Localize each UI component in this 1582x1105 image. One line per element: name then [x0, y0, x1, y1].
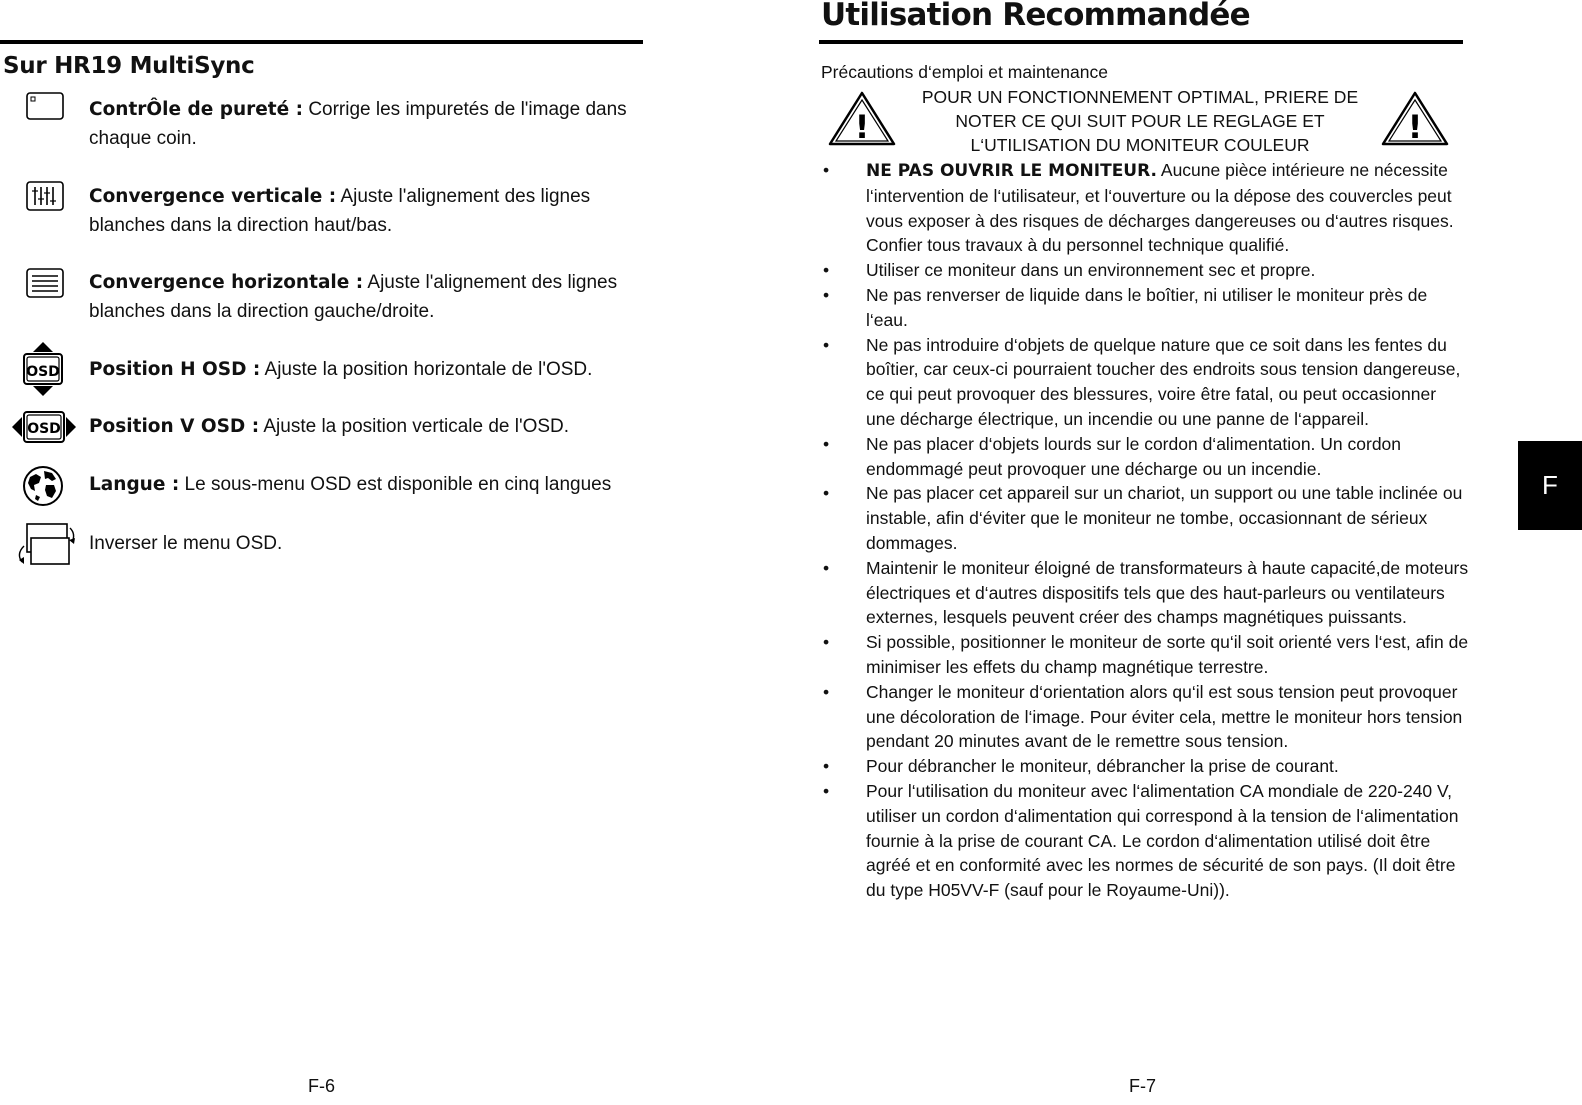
page-number-left: F-6 [308, 1076, 335, 1096]
bullet-text: Pour débrancher le moniteur, débrancher la prise de courant. [866, 756, 1339, 777]
page-title: Utilisation Recommandée [821, 0, 1250, 33]
precautions-list [820, 158, 1470, 903]
list-item [820, 630, 1470, 680]
language-item [89, 470, 649, 499]
item-label: Position H OSD : [89, 359, 261, 380]
left-header-rule [0, 40, 643, 44]
warning-glyph: ! [854, 108, 870, 146]
osd-glyph: OSD [27, 421, 61, 437]
language-tab: F [1518, 441, 1582, 530]
item-label: Convergence horizontale : [89, 272, 364, 293]
item-label: ContrÔle de pureté : [89, 99, 304, 120]
item-text: Le sous-menu OSD est disponible en cinq langues [184, 474, 612, 495]
warning-line: POUR UN FONCTIONNEMENT OPTIMAL, PRIERE DE [921, 87, 1359, 107]
list-item [820, 333, 1470, 432]
warning-glyph: ! [1407, 108, 1423, 146]
item-label: Position V OSD : [89, 416, 260, 437]
horizontal-convergence-icon [26, 268, 64, 298]
bullet-text: Pour l‘utilisation du moniteur avec l‘alimentation CA mondiale de 220-240 V, utiliser un cordon d‘alimentation qui correspond à la tension de l‘alimentation fournie à la prise de courant CA. Le cordon d‘alimentation utilisé doit être agréé et en conformité avec les normes de sécurité de son pays. (Il doit être du type H05VV-F (sauf pour le Royaume-Uni)). [866, 780, 1459, 901]
list-item [820, 779, 1470, 903]
list-item [820, 258, 1470, 283]
bullet-bold: NE PAS OUVRIR LE MONITEUR. [866, 161, 1157, 181]
item-text: Inverser le menu OSD. [89, 533, 283, 554]
purity-control-item [89, 95, 649, 153]
vertical-convergence-icon [26, 181, 64, 211]
osd-h-position-icon [21, 340, 65, 398]
osd-h-position-item [89, 355, 649, 384]
item-label: Langue : [89, 474, 180, 495]
warning-line: NOTER CE QUI SUIT POUR LE REGLAGE ET [955, 111, 1325, 131]
item-text: Ajuste la position horizontale de l'OSD. [264, 359, 593, 380]
osd-rotate-item [89, 529, 649, 558]
page-number-right: F-7 [1129, 1076, 1156, 1096]
warning-line: L‘UTILISATION DU MONITEUR COULEUR [970, 135, 1310, 155]
horizontal-convergence-item [89, 268, 649, 326]
purity-control-icon [26, 92, 64, 120]
osd-v-position-item [89, 412, 649, 441]
osd-v-position-icon [10, 410, 78, 444]
language-globe-icon [22, 465, 64, 507]
warning-notice [900, 85, 1380, 157]
item-text: Ajuste la position verticale de l'OSD. [263, 416, 570, 437]
bullet-text: Changer le moniteur d‘orientation alors qu‘il est sous tension peut provoquer une décoloration de l‘image. Pour éviter cela, mettre le moniteur hors tension pendant 20 minutes avant de le remettre sous tension. [866, 681, 1463, 752]
bullet-text: Ne pas placer cet appareil sur un chariot, un support ou une table inclinée ou instable, afin d‘éviter que le moniteur ne tombe, occasionnant de sérieux dommages. [866, 483, 1463, 553]
warning-triangle-icon-left [828, 90, 896, 146]
section-title: Sur HR19 MultiSync [3, 53, 255, 79]
list-item [820, 754, 1470, 779]
list-item [820, 432, 1470, 482]
bullet-text: Ne pas placer d‘objets lourds sur le cordon d‘alimentation. Un cordon endommagé peut provoquer une décharge ou un incendie. [866, 433, 1402, 479]
item-text: Ajuste l'alignement des lignes blanches dans la direction gauche/droite. [89, 272, 618, 322]
osd-glyph: OSD [26, 364, 60, 380]
osd-rotate-icon [14, 520, 80, 568]
list-item [820, 481, 1470, 555]
subtitle: Précautions d‘emploi et maintenance [821, 62, 1108, 82]
bullet-text: Maintenir le moniteur éloigné de transformateurs à haute capacité,de moteurs électriques et d‘autres dispositifs tels que des haut-parleurs ou ventilateurs externes, lesquels peuvent créer des champs magnétiques puissants. [866, 557, 1469, 628]
right-header-rule [819, 40, 1463, 44]
list-item [820, 158, 1470, 258]
bullet-text: Aucune pièce intérieure ne nécessite l‘intervention de l‘utilisateur, et l‘ouverture ou la dépose des couvercles peut vous exposer à des risques de décharges dangereuses ou d‘autres risques. Confier tous travaux à du personnel technique qualifié. [866, 160, 1454, 256]
list-item [820, 680, 1470, 754]
list-item [820, 283, 1470, 333]
bullet-text: Ne pas introduire d‘objets de quelque nature que ce soit dans les fentes du boîtier, car ceux-ci pourraient toucher des endroits sous tension dangereuse, ce qui peut provoquer des blessures, voire être fatal, ou peut occasionner une décharge électrique, un incendie ou une panne de l‘appareil. [866, 334, 1461, 429]
bullet-text: Si possible, positionner le moniteur de sorte qu‘il soit orienté vers l‘est, afin de minimiser les effets du champ magnétique terrestre. [866, 632, 1469, 677]
bullet-text: Utiliser ce moniteur dans un environnement sec et propre. [866, 260, 1316, 281]
item-text: Corrige les impuretés de l'image dans chaque coin. [89, 99, 627, 149]
item-text: Ajuste l'alignement des lignes blanches dans la direction haut/bas. [89, 186, 591, 236]
warning-triangle-icon-right [1381, 90, 1449, 146]
bullet-text: Ne pas renverser de liquide dans le boîtier, ni utiliser le moniteur près de l‘eau. [866, 284, 1428, 330]
item-label: Convergence verticale : [89, 186, 337, 207]
list-item [820, 556, 1470, 630]
vertical-convergence-item [89, 182, 649, 240]
